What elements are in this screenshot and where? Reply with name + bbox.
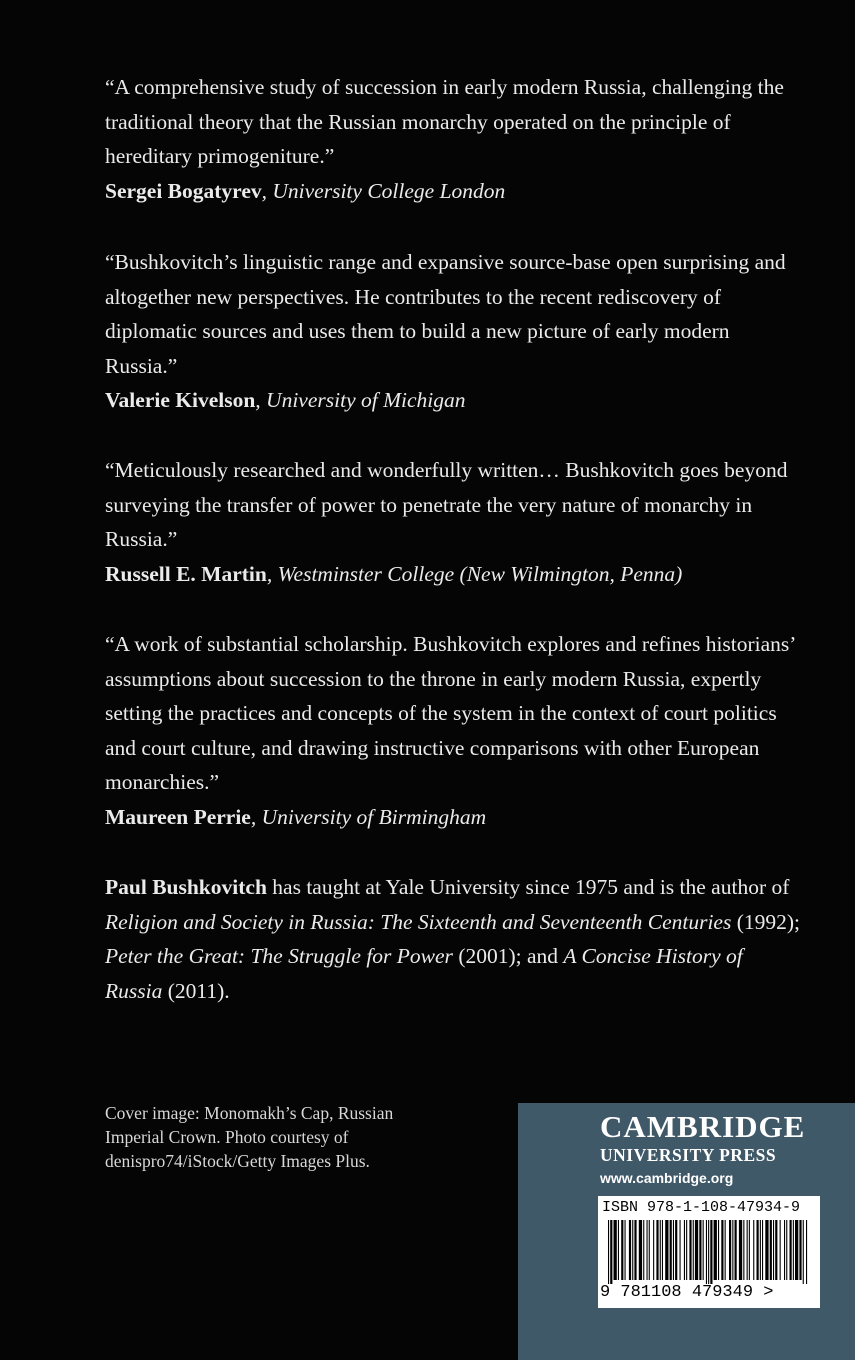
- barcode-bar: [695, 1220, 698, 1280]
- barcode-bar: [608, 1220, 609, 1284]
- barcode-bar: [706, 1220, 707, 1284]
- barcode-bar: [795, 1220, 798, 1280]
- bio-text: (1992);: [731, 909, 801, 934]
- bio-text: (2001); and: [452, 944, 564, 968]
- review-quote-1: [105, 70, 805, 208]
- barcode-bar: [653, 1220, 654, 1280]
- barcode-bar: [739, 1220, 742, 1280]
- barcode-bar: [749, 1220, 750, 1280]
- barcode-bar: [684, 1220, 685, 1280]
- barcode-bar: [610, 1220, 612, 1284]
- barcode-bar: [662, 1220, 663, 1280]
- quote-attribution: [105, 174, 805, 209]
- barcode-bar: [747, 1220, 748, 1280]
- book-title: Peter the Great: The Struggle for Power: [105, 944, 453, 968]
- quote-attribution: [105, 557, 805, 592]
- barcode-bar: [760, 1220, 761, 1280]
- barcode-bar: [660, 1220, 661, 1280]
- barcode-bar: [673, 1220, 674, 1280]
- barcode-bar: [693, 1220, 694, 1280]
- review-quote-4: [105, 627, 805, 834]
- barcode-bar: [675, 1220, 677, 1280]
- barcode-bar: [643, 1220, 644, 1280]
- publisher-url: www.cambridge.org: [600, 1170, 734, 1186]
- barcode-bar: [703, 1220, 704, 1280]
- barcode-bar: [806, 1220, 807, 1284]
- publisher-name: UNIVERSITY PRESS: [600, 1145, 777, 1165]
- quote-text: “Meticulously researched and wonderfully written… Bushkovitch goes beyond surveying the transfer of power to penetrate the very nature of monarchy in Russia.”: [105, 458, 788, 551]
- author-bio: [105, 870, 805, 1008]
- barcode-bar: [775, 1220, 777, 1280]
- barcode-bar: [621, 1220, 623, 1280]
- barcode-bar: [632, 1220, 633, 1280]
- book-title: A Concise History of Russia: [105, 944, 743, 1003]
- review-quote-2: [105, 245, 805, 418]
- reviewer-affiliation: , University of Birmingham: [250, 804, 487, 829]
- barcode-bar: [656, 1220, 658, 1280]
- barcode-bar: [670, 1220, 672, 1280]
- reviewer-name: Russell E. Martin: [105, 561, 267, 586]
- bio-text: has taught at Yale University since 1975 and is the author of: [266, 875, 790, 899]
- book-title: Religion and Society in Russia: The Sixteenth and Seventeenth Centuries: [105, 909, 732, 934]
- barcode-bar: [689, 1220, 691, 1280]
- barcode-bar: [708, 1220, 709, 1284]
- quote-attribution: [105, 800, 805, 835]
- barcode-bar: [665, 1220, 668, 1280]
- barcode-bar: [770, 1220, 772, 1280]
- barcode-digits: 9 781108 479349 >: [600, 1283, 774, 1302]
- barcode-bar: [729, 1220, 731, 1280]
- reviewer-name: Sergei Bogatyrev: [105, 178, 262, 203]
- barcode-bar: [757, 1220, 759, 1280]
- reviewer-affiliation: , Westminster College (New Wilmington, Penna): [266, 561, 683, 586]
- barcode-bar: [735, 1220, 737, 1280]
- barcode-bar: [680, 1220, 681, 1280]
- barcode-bar: [647, 1220, 648, 1280]
- barcode-bar: [614, 1220, 617, 1280]
- barcode-bar: [784, 1220, 785, 1280]
- review-quote-3: [105, 453, 805, 591]
- barcode-bar: [793, 1220, 794, 1280]
- author-name: Paul Bushkovitch: [105, 875, 267, 899]
- isbn-barcode: [598, 1196, 820, 1308]
- barcode-bar: [639, 1220, 642, 1280]
- barcode-bar: [625, 1220, 626, 1280]
- bio-text: (2011).: [162, 978, 230, 1003]
- barcode-bar: [780, 1220, 781, 1280]
- quote-text: “A comprehensive study of succession in early modern Russia, challenging the traditional theory that the Russian monarchy operated on the principle of hereditary primogeniture.”: [105, 75, 784, 168]
- barcode-bar: [743, 1220, 744, 1280]
- barcode-bar: [629, 1220, 631, 1280]
- barcode-bar: [634, 1220, 636, 1280]
- barcode-bar: [773, 1220, 774, 1280]
- barcode-bar: [714, 1220, 717, 1280]
- reviewer-name: Valerie Kivelson: [105, 388, 256, 412]
- barcode-bar: [618, 1220, 619, 1280]
- barcode-bar: [762, 1220, 763, 1280]
- barcode-bar: [710, 1220, 712, 1284]
- reviewer-affiliation: , University College London: [261, 178, 506, 203]
- barcode-bar: [649, 1220, 650, 1280]
- barcode-bar: [753, 1220, 754, 1280]
- barcode-bar: [721, 1220, 723, 1280]
- publisher-logo: CAMBRIDGE: [600, 1109, 806, 1144]
- quote-attribution: [105, 383, 805, 418]
- barcode-bar: [686, 1220, 687, 1280]
- barcode-bar: [799, 1220, 801, 1280]
- cover-image-credit: Cover image: Monomakh’s Cap, Russian Imperial Crown. Photo courtesy of denispro74/iStock/Getty Images Plus.: [105, 1103, 394, 1171]
- barcode-bar: [786, 1220, 787, 1280]
- barcode-bars: [608, 1220, 810, 1284]
- reviewer-name: Maureen Perrie: [105, 804, 251, 829]
- quote-text: “Bushkovitch’s linguistic range and expansive source-base open surprising and altogether new perspectives. He contributes to the recent rediscovery of diplomatic sources and uses them to build a new picture of early modern Russia.”: [105, 250, 786, 378]
- quote-text: “A work of substantial scholarship. Bushkovitch explores and refines historians’ assumptions about succession to the throne in early modern Russia, expertly setting the practices and concepts of the system in the context of court politics and court culture, and drawing instructive comparisons with other European monarchies.”: [105, 632, 795, 794]
- barcode-bar: [718, 1220, 719, 1280]
- isbn-label: ISBN 978-1-108-47934-9: [602, 1199, 801, 1216]
- barcode-bar: [725, 1220, 726, 1280]
- barcode-bar: [790, 1220, 792, 1280]
- barcode-bar: [765, 1220, 768, 1280]
- barcode-bar: [699, 1220, 701, 1280]
- reviewer-affiliation: , University of Michigan: [255, 388, 466, 412]
- barcode-bar: [803, 1220, 804, 1284]
- barcode-bar: [732, 1220, 733, 1280]
